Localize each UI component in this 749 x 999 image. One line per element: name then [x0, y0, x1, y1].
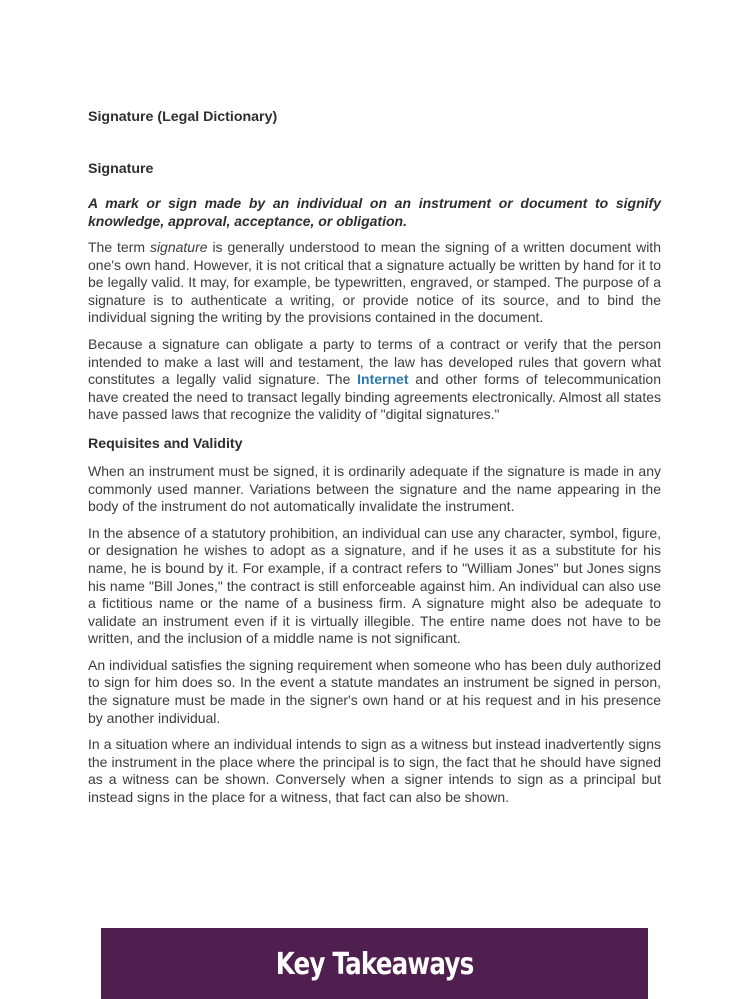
paragraph-text: and other forms of telecommunication have created the need to transact legally binding agreements electronically. Almost all states have passed laws that recognize the validity of "digital signatures." [88, 371, 661, 423]
definition-text: A mark or sign made by an individual on an instrument or document to signify knowledge, approval, acceptance, or obligation. [88, 195, 661, 229]
paragraph-text: Because a signature can obligate a party to terms of a contract or verify that the person intended to make a last will and testament, the law has developed rules that govern what constitutes a legally valid signature. The [88, 335, 661, 388]
emphasized-term: signature [149, 239, 208, 255]
paragraph-witness: In a situation where an individual intends to sign as a witness but instead inadvertently signs the instrument in the place where the principal is to sign, the fact that he should have signed as a witness can be shown. Conversely when a signer intends to sign as a principal but instead signs in the place for a witness, that fact can also be shown. [88, 736, 661, 806]
paragraph-text: The term [88, 239, 150, 255]
banner-label: Key Takeaways [275, 947, 474, 982]
paragraph-manner: When an instrument must be signed, it is ordinarily adequate if the signature is made in any commonly used manner. Variations between the signature and the name appearing in the body of the instrument do not automatically invalidate the instrument. [88, 462, 661, 515]
paragraph-statutory: In the absence of a statutory prohibition, an individual can use any character, symbol, figure, or designation he wishes to adopt as a signature, and if he uses it as a substitute for his name, he is bound by it. For example, if a contract refers to "William Jones" but Jones signs his name "Bill Jones," the contract is still enforceable against him. An individual can also use a fictitious name or the name of a business firm. A signature might also be adequate to validate an instrument even if it is virtually illegible. The entire name does not have to be written, and the inclusion of a middle name is not significant. [88, 524, 661, 647]
document-body [88, 107, 661, 807]
subheading-requisites: Requisites and Validity [88, 435, 243, 452]
paragraph-authorized: An individual satisfies the signing requirement when someone who has been duly authorized to sign for him does so. In the event a statute mandates an instrument be signed in person, the signature must be made in the signer's own hand or at his request and in his presence by another individual. [88, 656, 661, 726]
document-title: Signature (Legal Dictionary) [88, 109, 278, 125]
internet-link[interactable]: Internet [357, 371, 409, 388]
paragraph-term [88, 239, 661, 327]
section-heading: Signature [88, 161, 154, 177]
paragraph-text: is generally understood to mean the signing of a written document with one's own hand. However, it is not critical that a signature actually be written by hand for it to be legally valid. It may, for example, be typewritten, engraved, or stamped. The purpose of a signature is to authenticate a writing, or provide notice of its source, and to bind the individual signing the writing by the provisions contained in the document. [88, 239, 661, 326]
key-takeaways-banner [101, 928, 648, 999]
paragraph-purpose [88, 336, 661, 424]
